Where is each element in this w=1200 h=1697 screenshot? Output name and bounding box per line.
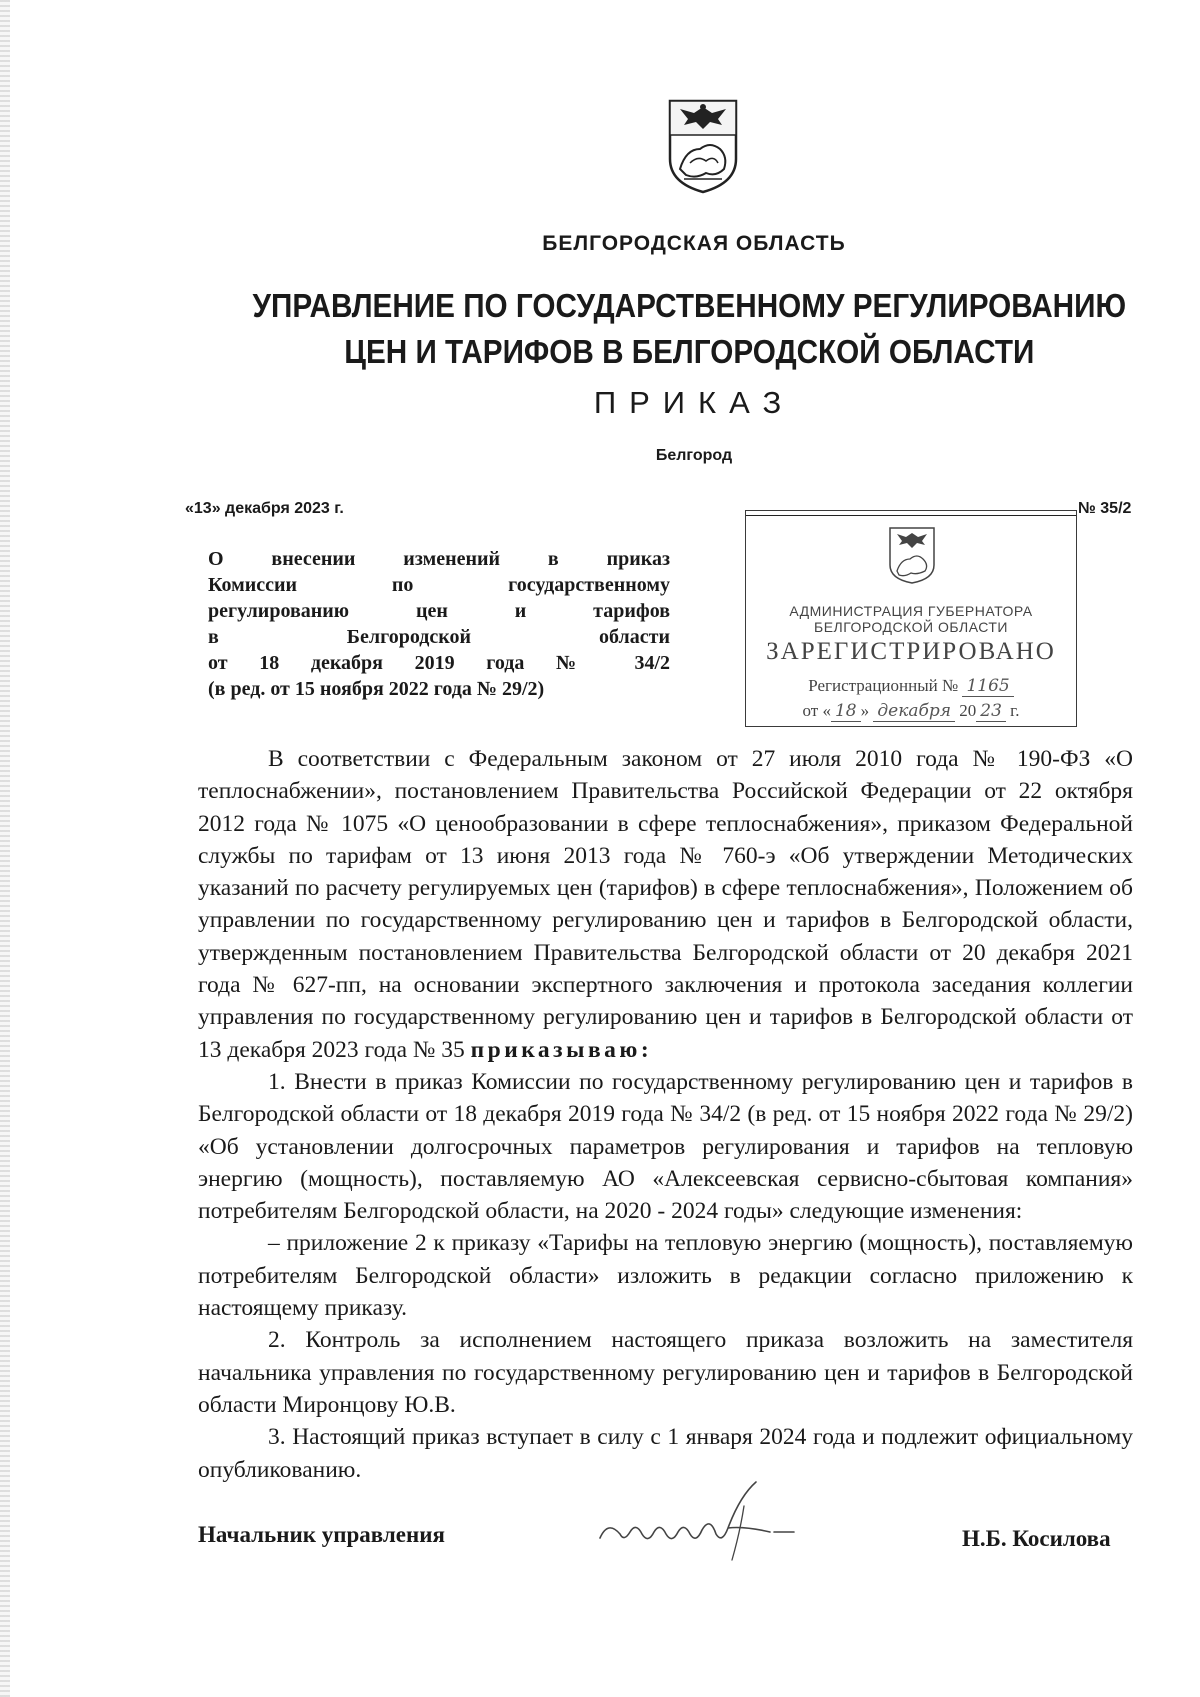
intro-text: В соответствии с Федеральным законом от 27 июля 2010 года № 190-ФЗ «О теплоснабжении», постановлением Правительства Российской Федерации от 22 октября 2012 года № 1075 «О ценообразовании в сфере теплоснабжения», приказом Федеральной службы по тарифам от 13 июня 2013 года № 760-э «Об утверждении Методических указаний по расчету регулируемых цен (тарифов) в сфере теплоснабжения», Положением об управлении по государственному регулированию цен и тарифов в Белгородской области, утвержденным постановлением Правительства Белгородской области от 20 декабря 2021 года № 627-пп, на основании экспертного заключения и протокола заседания коллегии управления по государственному регулированию цен и тарифов в Белгородской области от 13 декабря 2023 года № 35	[198, 746, 1133, 1063]
document-date: «13» декабря 2023 г.	[185, 500, 344, 517]
subject-line: Комиссии по государственному	[208, 574, 670, 596]
body-item-2: 2. Контроль за исполнением настоящего приказа возложить на заместителя начальника управления по государственному регулированию цен и тарифов в Белгородской области Миронцову Ю.В.	[198, 1327, 1133, 1418]
body-item-1-sub: – приложение 2 к приказу «Тарифы на тепловую энергию (мощность), поставляемую потребителям Белгородской области» изложить в редакции согласно приложению к настоящему приказу.	[198, 1230, 1133, 1322]
stamp-date-suffix: г.	[1010, 701, 1020, 720]
coat-of-arms-emblem	[666, 97, 740, 195]
document-body	[198, 743, 1133, 1486]
handwritten-signature	[594, 1476, 824, 1576]
body-intro	[198, 743, 1133, 1066]
document-subject	[208, 546, 670, 702]
subject-line: (в ред. от 15 ноября 2022 года № 29/2)	[208, 678, 545, 700]
stamp-org-line-1: АДМИНИСТРАЦИЯ ГУБЕРНАТОРА	[789, 603, 1033, 619]
city-label: Белгород	[655, 447, 733, 464]
subject-line: О внесении изменений в приказ	[208, 548, 670, 570]
body-item-3: 3. Настоящий приказ вступает в силу с 1 января 2024 года и подлежит официальному опубликованию.	[198, 1424, 1133, 1483]
organization-line-2: ЦЕН И ТАРИФОВ В БЕЛГОРОДСКОЙ ОБЛАСТИ	[344, 333, 1035, 370]
stamp-registration-number	[746, 676, 1076, 697]
document-type: ПРИКАЗ	[593, 385, 795, 420]
stamp-date-month: декабря	[873, 701, 955, 722]
stamp-date-day: 18	[831, 701, 861, 722]
stamp-date-prefix: от «	[802, 701, 831, 720]
region-heading: БЕЛГОРОДСКАЯ ОБЛАСТЬ	[542, 232, 846, 255]
stamp-date-mid: »	[860, 701, 870, 720]
body-item-1: 1. Внести в приказ Комиссии по государственному регулированию цен и тарифов в Белгородской области от 18 декабря 2019 года № 34/2 (в ред. от 15 ноября 2022 года № 29/2) «Об установлении долгосрочных параметров регулирования и тарифов на тепловую энергию (мощность), поставляемую АО «Алексеевская сервисно-сбытовая компания» потребителям Белгородской области, на 2020 - 2024 годы» следующие изменения:	[198, 1068, 1133, 1225]
stamp-status: ЗАРЕГИСТРИРОВАНО	[766, 638, 1056, 665]
stamp-date	[746, 701, 1076, 722]
stamp-organization	[746, 603, 1076, 635]
stamp-reg-label: Регистрационный №	[808, 676, 959, 695]
subject-line: в Белгородской области	[208, 626, 670, 648]
stamp-org-line-2: БЕЛГОРОДСКОЙ ОБЛАСТИ	[814, 619, 1008, 635]
subject-line: от 18 декабря 2019 года № 34/2	[208, 652, 670, 674]
organization-heading	[65, 283, 1200, 375]
signatory-title: Начальник управления	[198, 1522, 445, 1547]
document-number: № 35/2	[1078, 500, 1132, 517]
organization-line-1: УПРАВЛЕНИЕ ПО ГОСУДАРСТВЕННОМУ РЕГУЛИРОВАНИЮ	[252, 287, 1127, 324]
order-word: приказываю:	[470, 1036, 653, 1063]
subject-line: регулированию цен и тарифов	[208, 600, 670, 622]
stamp-emblem-icon	[887, 525, 937, 585]
stamp-date-year-prefix: 20	[959, 701, 977, 720]
registration-stamp	[745, 510, 1077, 727]
stamp-reg-number: 1165	[962, 676, 1013, 697]
signatory-name: Н.Б. Косилова	[962, 1526, 1111, 1551]
stamp-date-year: 23	[976, 701, 1006, 722]
